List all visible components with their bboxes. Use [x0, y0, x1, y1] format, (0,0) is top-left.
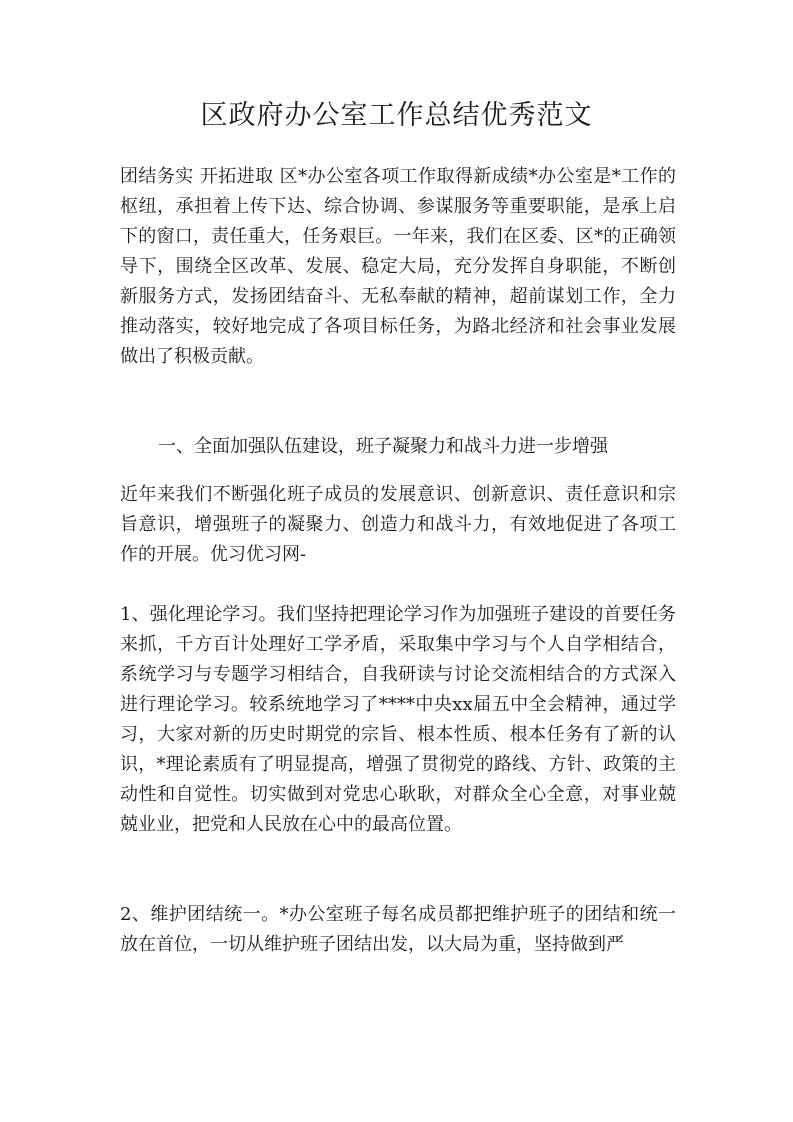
paragraph-theory-study: 1、强化理论学习。我们坚持把理论学习作为加强班子建设的首要任务来抓，千方百计处理好工学矛盾，采取集中学习与个人自学相结合，系统学习与专题学习相结合，自我研读与讨论交流相结合的方式深入进行理论学习。较系统地学习了****中央xx届五中全会精神，通过学习，大家对新的历史时期党的宗旨、根本性质、根本任务有了新的认识，*理论素质有了明显提高，增强了贯彻党的路线、方针、政策的主动性和自觉性。切实做到对党忠心耿耿，对群众全心全意，对事业兢兢业业，把党和人民放在心中的最高位置。 [120, 604, 676, 835]
paragraph-team-building: 近年来我们不断强化班子成员的发展意识、创新意识、责任意识和宗旨意识，增强班子的凝聚力、创造力和战斗力，有效地促进了各项工作的开展。优习优习网- [120, 484, 676, 565]
paragraph-unity: 2、维护团结统一。*办公室班子每名成员都把维护班子的团结和统一放在首位，一切从维护班子团结出发，以大局为重，坚持做到严 [120, 904, 676, 955]
paragraph-intro: 团结务实 开拓进取 区*办公室各项工作取得新成绩*办公室是*工作的枢纽，承担着上传下达、综合协调、参谋服务等重要职能，是承上启下的窗口，责任重大，任务艰巨。一年来，我们在区委、区*的正确领导下，围绕全区改革、发展、稳定大局，充分发挥自身职能，不断创新服务方式，发扬团结奋斗、无私奉献的精神，超前谋划工作，全力推动落实，较好地完成了各项目标任务，为路北经济和社会事业发展做出了积极贡献。 [120, 166, 676, 367]
document-title: 区政府办公室工作总结优秀范文 [200, 100, 593, 131]
section-heading-team-building: 一、全面加强队伍建设，班子凝聚力和战斗力进一步增强 [158, 436, 608, 457]
